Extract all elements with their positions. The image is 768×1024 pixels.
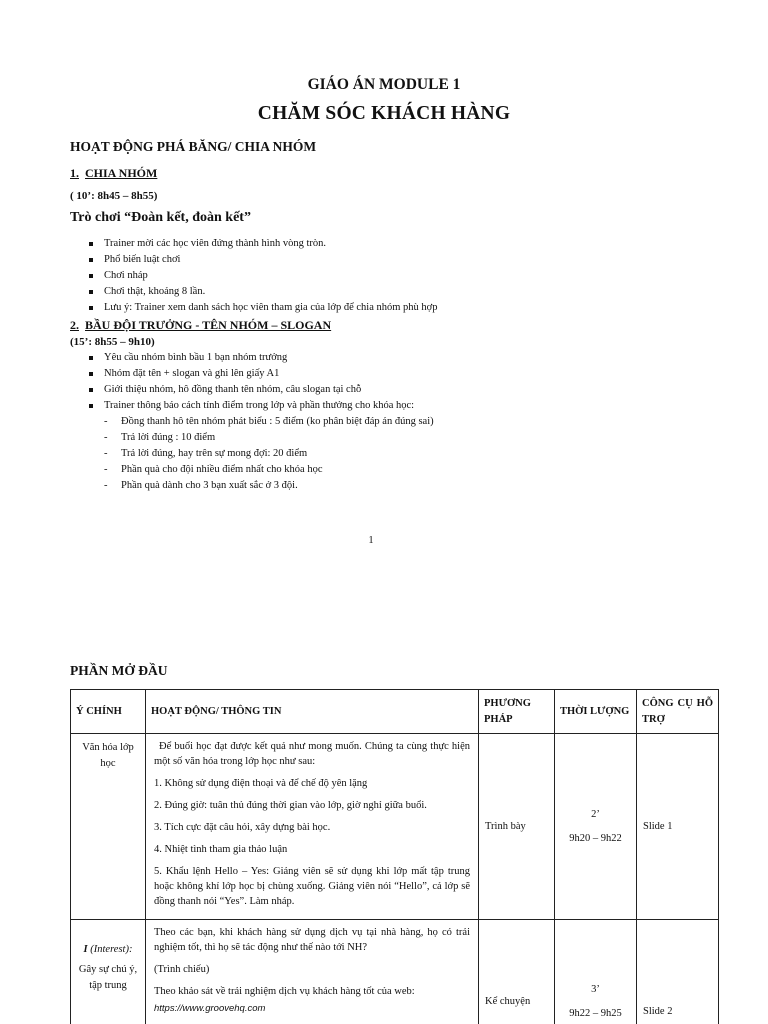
part2-time: (15’: 8h55 – 9h10)	[70, 336, 155, 348]
list-item: Yêu cầu nhóm bình bầu 1 bạn nhóm trưởng	[88, 350, 414, 366]
section-heading: HOẠT ĐỘNG PHÁ BĂNG/ CHIA NHÓM	[70, 139, 317, 154]
intro-heading: PHẦN MỞ ĐẦU	[70, 663, 168, 678]
list-item: - Đồng thanh hô tên nhóm phát biểu : 5 điểm (ko phân biệt đáp án đúng sai)	[104, 414, 434, 430]
row1-line: 3. Tích cực đặt câu hỏi, xây dựng bài học.	[154, 822, 331, 833]
part2-bullet-list	[88, 350, 414, 414]
game-title: Trò chơi “Đoàn kết, đoàn kết”	[70, 210, 251, 225]
row1-time-range: 9h20 – 9h22	[569, 832, 622, 844]
table-row	[71, 920, 719, 1024]
module-title: GIÁO ÁN MODULE 1	[307, 76, 461, 93]
row1-duration	[555, 734, 637, 920]
part1-number: 1.	[70, 166, 79, 180]
list-item: Nhóm đặt tên + slogan và ghi lên giấy A1	[88, 366, 414, 382]
row1-method: Trình bày	[479, 734, 555, 920]
table-row	[71, 734, 719, 920]
list-item: Chơi thật, khoảng 8 lần.	[88, 284, 437, 300]
part2-title: BẦU ĐỘI TRƯỞNG - TÊN NHÓM – SLOGAN	[85, 318, 332, 332]
part1-heading	[70, 166, 157, 181]
list-item: - Phần quà cho đội nhiều điểm nhất cho khóa học	[104, 462, 434, 478]
row1-duration-value: 2’	[591, 808, 600, 820]
row1-tool: Slide 1	[637, 734, 719, 920]
list-item: Giới thiệu nhóm, hô đồng thanh tên nhóm, câu slogan tại chỗ	[88, 382, 414, 398]
header-tools: CÔNG CỤ HỖ TRỢ	[637, 690, 719, 734]
list-item: - Trả lời đúng, hay trên sự mong đợi: 20 điểm	[104, 446, 434, 462]
list-item: Trainer thông báo cách tính điểm trong lớp và phần thưởng cho khóa học:	[88, 398, 414, 414]
list-item: Lưu ý: Trainer xem danh sách học viên tham gia của lớp để chia nhóm phù hợp	[88, 300, 437, 316]
header-duration: THỜI LƯỢNG	[555, 690, 637, 734]
page-number: 1	[368, 535, 374, 546]
row2-time-range: 9h22 – 9h25	[569, 1008, 622, 1019]
list-item: Trainer mời các học viên đứng thành hình vòng tròn.	[88, 236, 437, 252]
row2-line: Theo các bạn, khi khách hàng sử dụng dịch vụ tại nhà hàng, họ có trải nghiệm tốt, thì họ sẽ tác động như thế nào tới NH?	[154, 927, 470, 953]
row2-main-point	[71, 920, 146, 1024]
row2-activity	[146, 920, 479, 1024]
part1-bullet-list	[88, 236, 437, 316]
row1-line: 4. Nhiệt tình tham gia thảo luận	[154, 844, 288, 855]
list-item: Phổ biến luật chơi	[88, 252, 437, 268]
part2-number: 2.	[70, 318, 79, 332]
row2-line: (Trình chiếu)	[154, 964, 210, 975]
row2-method: Kể chuyện	[479, 920, 555, 1024]
row1-activity	[146, 734, 479, 920]
row2-desc: Gây sự chú ý, tập trung	[78, 964, 138, 991]
header-main-point: Ý CHÍNH	[71, 690, 146, 734]
row1-main-point: Văn hóa lớp học	[71, 734, 146, 920]
row1-line: 2. Đúng giờ: tuân thủ đúng thời gian vào lớp, giờ nghỉ giữa buổi.	[154, 800, 427, 811]
list-item: Chơi nháp	[88, 268, 437, 284]
header-activity: HOẠT ĐỘNG/ THÔNG TIN	[146, 690, 479, 734]
row2-line: Theo khảo sát về trải nghiệm dịch vụ khách hàng tốt của web:	[154, 986, 415, 997]
row1-line: 1. Không sử dụng điện thoại và để chế độ yên lặng	[154, 778, 368, 789]
main-title: CHĂM SÓC KHÁCH HÀNG	[257, 103, 511, 124]
row1-line: 5. Khẩu lệnh Hello – Yes: Giảng viên sẽ sử dụng khi lớp mất tập trung hoặc không khí lớp học bị chùng xuống. Giảng viên nói “Hello”, cả lớp sẽ đồng thanh nói “Yes”. Làm nháp.	[154, 866, 470, 907]
row2-url: https://www.groovehq.com	[154, 1003, 266, 1014]
row2-tool: Slide 2	[637, 920, 719, 1024]
table-header-row	[71, 690, 719, 734]
scoring-list	[104, 414, 434, 494]
row1-line: Để buổi học đạt được kết quả như mong muốn. Chúng ta cùng thực hiện một số văn hóa trong lớp học như sau:	[154, 741, 470, 767]
lesson-plan-table	[70, 689, 719, 1024]
header-method: PHƯƠNG PHÁP	[479, 690, 555, 734]
part1-title: CHIA NHÓM	[85, 166, 158, 180]
part1-time: ( 10’: 8h45 – 8h55)	[70, 190, 158, 202]
row2-paren: (Interest):	[87, 944, 133, 955]
list-item: - Trả lời đúng : 10 điểm	[104, 430, 434, 446]
part2-heading	[70, 318, 331, 333]
row2-letter: I	[83, 944, 88, 955]
row2-duration-value: 3’	[591, 984, 600, 995]
list-item: - Phần quà dành cho 3 bạn xuất sắc ở 3 đội.	[104, 478, 434, 494]
row2-duration	[555, 920, 637, 1024]
